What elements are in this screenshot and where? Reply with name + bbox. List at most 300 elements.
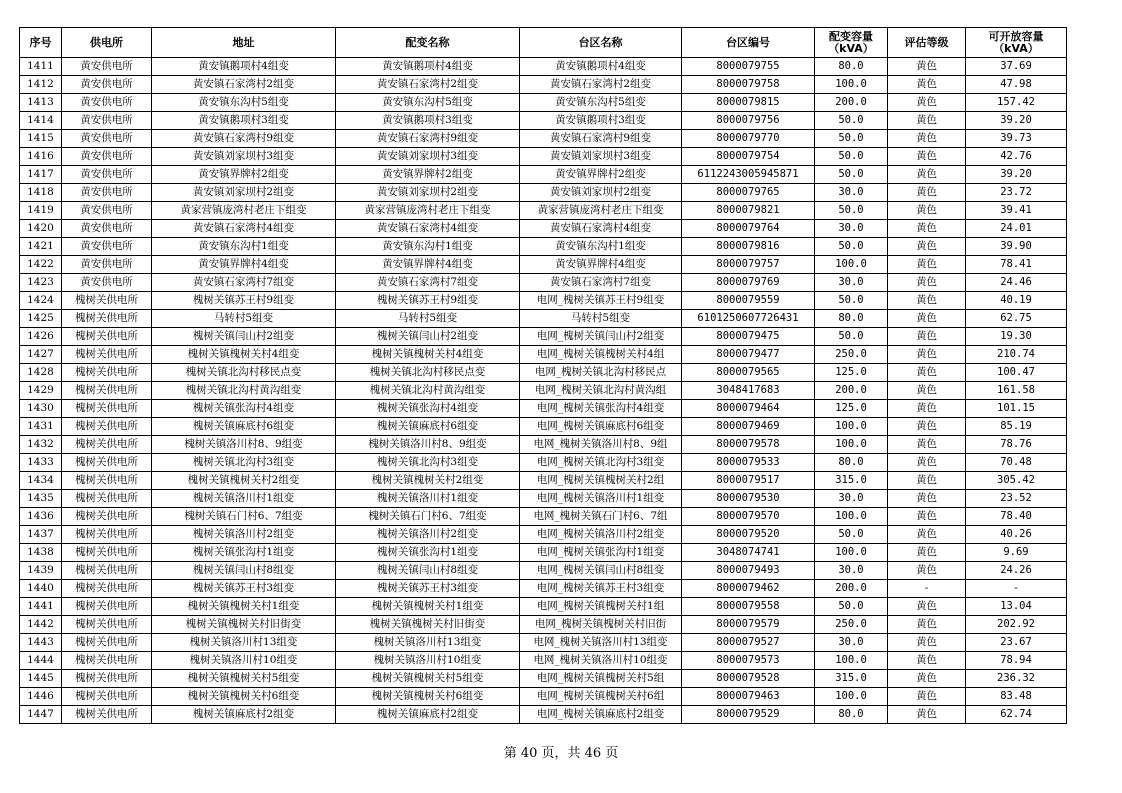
cell-open-capacity: 23.72 (966, 184, 1067, 202)
cell-area-name: 电网_槐树关镇槐树关村5组 (520, 670, 682, 688)
cell-area-code: 8000079770 (682, 130, 815, 148)
cell-area-code: 8000079758 (682, 76, 815, 94)
cell-rating: 黄色 (888, 58, 966, 76)
cell-index: 1418 (20, 184, 62, 202)
cell-area-name: 电网_槐树关镇麻底村2组变 (520, 706, 682, 724)
cell-station: 黄安供电所 (62, 256, 152, 274)
cell-area-name: 电网_槐树关镇槐树关村1组 (520, 598, 682, 616)
cell-capacity: 30.0 (815, 562, 888, 580)
cell-area-code: 8000079565 (682, 364, 815, 382)
cell-address: 槐树关镇苏王村9组变 (152, 292, 336, 310)
cell-rating: 黄色 (888, 94, 966, 112)
cell-index: 1444 (20, 652, 62, 670)
cell-rating: 黄色 (888, 634, 966, 652)
cell-address: 槐树关镇北沟村黄沟组变 (152, 382, 336, 400)
cell-open-capacity: 39.41 (966, 202, 1067, 220)
table-row (20, 706, 1067, 724)
cell-index: 1416 (20, 148, 62, 166)
cell-index: 1434 (20, 472, 62, 490)
cell-open-capacity: 62.75 (966, 310, 1067, 328)
cell-open-capacity: 210.74 (966, 346, 1067, 364)
cell-address: 槐树关镇石门村6、7组变 (152, 508, 336, 526)
cell-area-name: 电网_槐树关镇苏王村9组变 (520, 292, 682, 310)
table-row (20, 598, 1067, 616)
cell-station: 槐树关供电所 (62, 616, 152, 634)
cell-area-code: 8000079570 (682, 508, 815, 526)
cell-index: 1440 (20, 580, 62, 598)
cell-address: 黄安镇刘家坝村3组变 (152, 148, 336, 166)
cell-open-capacity: 101.15 (966, 400, 1067, 418)
cell-address: 槐树关镇麻底村2组变 (152, 706, 336, 724)
table-row (20, 472, 1067, 490)
table-row (20, 490, 1067, 508)
cell-station: 槐树关供电所 (62, 400, 152, 418)
table-row (20, 382, 1067, 400)
cell-area-name: 马转村5组变 (520, 310, 682, 328)
cell-index: 1429 (20, 382, 62, 400)
cell-transformer-name: 槐树关镇北沟村3组变 (336, 454, 520, 472)
cell-rating: 黄色 (888, 400, 966, 418)
table-row (20, 148, 1067, 166)
cell-station: 槐树关供电所 (62, 688, 152, 706)
cell-transformer-name: 槐树关镇闫山村2组变 (336, 328, 520, 346)
cell-rating: 黄色 (888, 292, 966, 310)
cell-station: 槐树关供电所 (62, 526, 152, 544)
cell-rating: 黄色 (888, 454, 966, 472)
cell-area-name: 电网_槐树关镇洛川村1组变 (520, 490, 682, 508)
cell-capacity: 100.0 (815, 418, 888, 436)
cell-capacity: 50.0 (815, 238, 888, 256)
cell-area-code: 8000079769 (682, 274, 815, 292)
cell-transformer-name: 槐树关镇槐树关村6组变 (336, 688, 520, 706)
cell-address: 黄安镇东沟村5组变 (152, 94, 336, 112)
cell-transformer-name: 黄安镇石家湾村2组变 (336, 76, 520, 94)
cell-address: 黄安镇界牌村2组变 (152, 166, 336, 184)
cell-address: 黄安镇鹅项村3组变 (152, 112, 336, 130)
cell-open-capacity: 305.42 (966, 472, 1067, 490)
cell-transformer-name: 槐树关镇闫山村8组变 (336, 562, 520, 580)
cell-area-code: 8000079579 (682, 616, 815, 634)
cell-transformer-name: 槐树关镇洛川村10组变 (336, 652, 520, 670)
table-row (20, 454, 1067, 472)
page-number: 第 40 页，共 46 页 (503, 746, 619, 761)
cell-area-code: 8000079756 (682, 112, 815, 130)
cell-capacity: 30.0 (815, 634, 888, 652)
cell-open-capacity: 40.19 (966, 292, 1067, 310)
cell-capacity: 50.0 (815, 526, 888, 544)
cell-transformer-name: 槐树关镇洛川村8、9组变 (336, 436, 520, 454)
cell-index: 1432 (20, 436, 62, 454)
cell-area-name: 电网_槐树关镇麻底村6组变 (520, 418, 682, 436)
cell-capacity: 30.0 (815, 490, 888, 508)
cell-area-name: 黄安镇石家湾村7组变 (520, 274, 682, 292)
cell-open-capacity: 40.26 (966, 526, 1067, 544)
cell-address: 槐树关镇洛川村13组变 (152, 634, 336, 652)
table-row (20, 220, 1067, 238)
cell-area-code: 8000079816 (682, 238, 815, 256)
table-row (20, 364, 1067, 382)
cell-transformer-name: 槐树关镇北沟村移民点变 (336, 364, 520, 382)
table-row (20, 508, 1067, 526)
cell-address: 槐树关镇洛川村10组变 (152, 652, 336, 670)
cell-area-name: 电网_槐树关镇北沟村黄沟组 (520, 382, 682, 400)
cell-transformer-name: 黄安镇石家湾村7组变 (336, 274, 520, 292)
cell-rating: 黄色 (888, 670, 966, 688)
cell-address: 槐树关镇槐树关村1组变 (152, 598, 336, 616)
cell-area-name: 黄安镇界牌村2组变 (520, 166, 682, 184)
cell-rating: 黄色 (888, 472, 966, 490)
cell-station: 槐树关供电所 (62, 580, 152, 598)
cell-index: 1442 (20, 616, 62, 634)
cell-area-code: 8000079464 (682, 400, 815, 418)
cell-open-capacity: 23.67 (966, 634, 1067, 652)
cell-open-capacity: 47.98 (966, 76, 1067, 94)
cell-address: 槐树关镇槐树关村5组变 (152, 670, 336, 688)
cell-index: 1437 (20, 526, 62, 544)
cell-area-name: 黄安镇刘家坝村3组变 (520, 148, 682, 166)
cell-address: 黄家营镇庞湾村老庄下组变 (152, 202, 336, 220)
table-row (20, 562, 1067, 580)
cell-transformer-name: 槐树关镇槐树关村4组变 (336, 346, 520, 364)
cell-rating: 黄色 (888, 112, 966, 130)
cell-capacity: 80.0 (815, 310, 888, 328)
cell-open-capacity: 13.04 (966, 598, 1067, 616)
cell-capacity: 250.0 (815, 616, 888, 634)
table-body (20, 58, 1067, 724)
cell-transformer-name: 槐树关镇苏王村3组变 (336, 580, 520, 598)
cell-capacity: 80.0 (815, 706, 888, 724)
cell-station: 槐树关供电所 (62, 364, 152, 382)
table-row (20, 346, 1067, 364)
cell-open-capacity: 37.69 (966, 58, 1067, 76)
cell-area-code: 8000079578 (682, 436, 815, 454)
cell-address: 槐树关镇闫山村2组变 (152, 328, 336, 346)
cell-area-name: 黄安镇石家湾村2组变 (520, 76, 682, 94)
header-area-code: 台区编号 (682, 28, 815, 58)
header-capacity: 配变容量 （kVA） (815, 28, 888, 58)
cell-address: 黄安镇东沟村1组变 (152, 238, 336, 256)
cell-index: 1415 (20, 130, 62, 148)
cell-rating: 黄色 (888, 490, 966, 508)
cell-address: 黄安镇石家湾村2组变 (152, 76, 336, 94)
cell-open-capacity: 24.26 (966, 562, 1067, 580)
cell-rating: 黄色 (888, 436, 966, 454)
cell-area-name: 黄安镇鹅项村4组变 (520, 58, 682, 76)
cell-capacity: 50.0 (815, 112, 888, 130)
table-row (20, 76, 1067, 94)
cell-capacity: 100.0 (815, 544, 888, 562)
cell-rating: 黄色 (888, 310, 966, 328)
cell-address: 槐树关镇洛川村2组变 (152, 526, 336, 544)
cell-rating: 黄色 (888, 508, 966, 526)
cell-index: 1438 (20, 544, 62, 562)
cell-address: 槐树关镇槐树关村旧街变 (152, 616, 336, 634)
header-area-name: 台区名称 (520, 28, 682, 58)
cell-area-name: 黄安镇刘家坝村2组变 (520, 184, 682, 202)
cell-station: 黄安供电所 (62, 238, 152, 256)
table-row (20, 670, 1067, 688)
cell-open-capacity: 23.52 (966, 490, 1067, 508)
cell-index: 1420 (20, 220, 62, 238)
table-row (20, 688, 1067, 706)
cell-index: 1433 (20, 454, 62, 472)
cell-address: 槐树关镇槐树关村4组变 (152, 346, 336, 364)
cell-address: 槐树关镇槐树关村2组变 (152, 472, 336, 490)
cell-index: 1446 (20, 688, 62, 706)
cell-capacity: 100.0 (815, 76, 888, 94)
cell-index: 1424 (20, 292, 62, 310)
cell-index: 1426 (20, 328, 62, 346)
cell-address: 黄安镇石家湾村7组变 (152, 274, 336, 292)
cell-open-capacity: 24.46 (966, 274, 1067, 292)
cell-open-capacity: 39.73 (966, 130, 1067, 148)
table-row (20, 274, 1067, 292)
cell-index: 1439 (20, 562, 62, 580)
cell-area-code: 8000079477 (682, 346, 815, 364)
cell-rating: 黄色 (888, 382, 966, 400)
cell-index: 1436 (20, 508, 62, 526)
cell-station: 黄安供电所 (62, 274, 152, 292)
cell-area-code: 8000079815 (682, 94, 815, 112)
cell-area-code: 8000079558 (682, 598, 815, 616)
cell-station: 槐树关供电所 (62, 562, 152, 580)
table-row (20, 418, 1067, 436)
cell-address: 槐树关镇张沟村4组变 (152, 400, 336, 418)
cell-area-name: 电网_槐树关镇北沟村移民点 (520, 364, 682, 382)
cell-capacity: 100.0 (815, 436, 888, 454)
cell-capacity: 50.0 (815, 328, 888, 346)
cell-station: 槐树关供电所 (62, 652, 152, 670)
cell-area-code: 8000079527 (682, 634, 815, 652)
cell-capacity: 125.0 (815, 400, 888, 418)
cell-area-code: 8000079757 (682, 256, 815, 274)
table-row (20, 580, 1067, 598)
cell-capacity: 200.0 (815, 94, 888, 112)
cell-index: 1427 (20, 346, 62, 364)
cell-rating: 黄色 (888, 130, 966, 148)
cell-capacity: 50.0 (815, 598, 888, 616)
cell-open-capacity: 85.19 (966, 418, 1067, 436)
cell-rating: 黄色 (888, 274, 966, 292)
cell-station: 黄安供电所 (62, 166, 152, 184)
cell-area-code: 8000079528 (682, 670, 815, 688)
cell-station: 槐树关供电所 (62, 472, 152, 490)
cell-station: 槐树关供电所 (62, 454, 152, 472)
cell-area-name: 电网_槐树关镇槐树关村旧街 (520, 616, 682, 634)
cell-station: 黄安供电所 (62, 58, 152, 76)
cell-address: 黄安镇刘家坝村2组变 (152, 184, 336, 202)
header-rating: 评估等级 (888, 28, 966, 58)
cell-capacity: 315.0 (815, 472, 888, 490)
table-row (20, 184, 1067, 202)
cell-open-capacity: 161.58 (966, 382, 1067, 400)
cell-area-code: 6112243005945871 (682, 166, 815, 184)
cell-open-capacity: 100.47 (966, 364, 1067, 382)
table-row (20, 58, 1067, 76)
cell-index: 1447 (20, 706, 62, 724)
cell-address: 黄安镇鹅项村4组变 (152, 58, 336, 76)
cell-area-name: 电网_槐树关镇张沟村1组变 (520, 544, 682, 562)
cell-index: 1441 (20, 598, 62, 616)
cell-transformer-name: 黄安镇石家湾村9组变 (336, 130, 520, 148)
cell-area-name: 黄安镇石家湾村9组变 (520, 130, 682, 148)
cell-rating: 黄色 (888, 544, 966, 562)
cell-rating: 黄色 (888, 220, 966, 238)
cell-index: 1445 (20, 670, 62, 688)
cell-rating: 黄色 (888, 346, 966, 364)
cell-open-capacity: 70.48 (966, 454, 1067, 472)
cell-address: 槐树关镇麻底村6组变 (152, 418, 336, 436)
cell-station: 槐树关供电所 (62, 292, 152, 310)
cell-transformer-name: 黄家营镇庞湾村老庄下组变 (336, 202, 520, 220)
cell-rating: 黄色 (888, 148, 966, 166)
cell-open-capacity: 202.92 (966, 616, 1067, 634)
cell-station: 黄安供电所 (62, 220, 152, 238)
cell-station: 槐树关供电所 (62, 508, 152, 526)
cell-station: 黄安供电所 (62, 130, 152, 148)
cell-open-capacity: 78.94 (966, 652, 1067, 670)
cell-transformer-name: 槐树关镇洛川村1组变 (336, 490, 520, 508)
cell-transformer-name: 黄安镇界牌村4组变 (336, 256, 520, 274)
cell-index: 1431 (20, 418, 62, 436)
cell-rating: 黄色 (888, 238, 966, 256)
table-row (20, 310, 1067, 328)
cell-area-name: 电网_槐树关镇洛川村13组变 (520, 634, 682, 652)
cell-station: 槐树关供电所 (62, 346, 152, 364)
cell-station: 槐树关供电所 (62, 706, 152, 724)
table-row (20, 94, 1067, 112)
capacity-table (19, 27, 1067, 724)
cell-transformer-name: 黄安镇刘家坝村2组变 (336, 184, 520, 202)
cell-capacity: 80.0 (815, 58, 888, 76)
cell-open-capacity: 39.20 (966, 112, 1067, 130)
cell-area-name: 电网_槐树关镇闫山村2组变 (520, 328, 682, 346)
cell-area-code: 8000079821 (682, 202, 815, 220)
cell-rating: 黄色 (888, 616, 966, 634)
cell-transformer-name: 槐树关镇槐树关村5组变 (336, 670, 520, 688)
cell-station: 槐树关供电所 (62, 310, 152, 328)
cell-rating: 黄色 (888, 688, 966, 706)
cell-rating: 黄色 (888, 598, 966, 616)
cell-capacity: 200.0 (815, 382, 888, 400)
cell-area-name: 电网_槐树关镇槐树关村6组 (520, 688, 682, 706)
cell-address: 槐树关镇张沟村1组变 (152, 544, 336, 562)
cell-address: 马转村5组变 (152, 310, 336, 328)
cell-transformer-name: 黄安镇鹅项村3组变 (336, 112, 520, 130)
cell-rating: 黄色 (888, 256, 966, 274)
cell-area-name: 电网_槐树关镇洛川村2组变 (520, 526, 682, 544)
cell-station: 槐树关供电所 (62, 418, 152, 436)
cell-capacity: 80.0 (815, 454, 888, 472)
cell-rating: 黄色 (888, 562, 966, 580)
cell-capacity: 250.0 (815, 346, 888, 364)
cell-area-code: 8000079765 (682, 184, 815, 202)
cell-area-code: 8000079755 (682, 58, 815, 76)
table-row (20, 436, 1067, 454)
cell-index: 1419 (20, 202, 62, 220)
cell-index: 1422 (20, 256, 62, 274)
cell-address: 黄安镇石家湾村4组变 (152, 220, 336, 238)
cell-open-capacity: 78.76 (966, 436, 1067, 454)
cell-area-code: 8000079475 (682, 328, 815, 346)
cell-address: 槐树关镇北沟村3组变 (152, 454, 336, 472)
cell-transformer-name: 槐树关镇洛川村13组变 (336, 634, 520, 652)
cell-station: 黄安供电所 (62, 184, 152, 202)
cell-area-code: 8000079764 (682, 220, 815, 238)
cell-area-code: 8000079573 (682, 652, 815, 670)
cell-address: 槐树关镇北沟村移民点变 (152, 364, 336, 382)
cell-area-name: 电网_槐树关镇张沟村4组变 (520, 400, 682, 418)
cell-station: 槐树关供电所 (62, 328, 152, 346)
cell-index: 1428 (20, 364, 62, 382)
cell-index: 1430 (20, 400, 62, 418)
table-row (20, 652, 1067, 670)
cell-transformer-name: 黄安镇界牌村2组变 (336, 166, 520, 184)
cell-open-capacity: - (966, 580, 1067, 598)
cell-index: 1423 (20, 274, 62, 292)
cell-area-code: 8000079754 (682, 148, 815, 166)
cell-capacity: 100.0 (815, 256, 888, 274)
cell-rating: 黄色 (888, 418, 966, 436)
cell-area-name: 电网_槐树关镇槐树关村4组 (520, 346, 682, 364)
cell-station: 槐树关供电所 (62, 544, 152, 562)
cell-station: 槐树关供电所 (62, 382, 152, 400)
cell-area-name: 电网_槐树关镇石门村6、7组 (520, 508, 682, 526)
cell-capacity: 30.0 (815, 274, 888, 292)
cell-area-name: 电网_槐树关镇洛川村10组变 (520, 652, 682, 670)
cell-capacity: 100.0 (815, 688, 888, 706)
cell-station: 槐树关供电所 (62, 670, 152, 688)
cell-open-capacity: 39.20 (966, 166, 1067, 184)
cell-transformer-name: 槐树关镇槐树关村2组变 (336, 472, 520, 490)
cell-area-name: 黄安镇界牌村4组变 (520, 256, 682, 274)
cell-transformer-name: 槐树关镇洛川村2组变 (336, 526, 520, 544)
cell-address: 槐树关镇洛川村1组变 (152, 490, 336, 508)
cell-area-code: 8000079493 (682, 562, 815, 580)
cell-index: 1411 (20, 58, 62, 76)
cell-address: 黄安镇界牌村4组变 (152, 256, 336, 274)
cell-area-code: 8000079517 (682, 472, 815, 490)
cell-index: 1443 (20, 634, 62, 652)
cell-area-code: 8000079469 (682, 418, 815, 436)
cell-station: 黄安供电所 (62, 76, 152, 94)
table-row (20, 544, 1067, 562)
cell-address: 槐树关镇洛川村8、9组变 (152, 436, 336, 454)
cell-open-capacity: 236.32 (966, 670, 1067, 688)
cell-area-code: 6101250607726431 (682, 310, 815, 328)
cell-open-capacity: 19.30 (966, 328, 1067, 346)
table-row (20, 400, 1067, 418)
cell-open-capacity: 62.74 (966, 706, 1067, 724)
cell-open-capacity: 39.90 (966, 238, 1067, 256)
cell-capacity: 50.0 (815, 292, 888, 310)
cell-area-name: 黄安镇鹅项村3组变 (520, 112, 682, 130)
cell-area-code: 8000079533 (682, 454, 815, 472)
header-index: 序号 (20, 28, 62, 58)
cell-rating: 黄色 (888, 328, 966, 346)
cell-rating: 黄色 (888, 706, 966, 724)
table-row (20, 256, 1067, 274)
cell-transformer-name: 黄安镇石家湾村4组变 (336, 220, 520, 238)
table-row (20, 130, 1067, 148)
cell-area-code: 3048417683 (682, 382, 815, 400)
cell-capacity: 30.0 (815, 220, 888, 238)
cell-open-capacity: 42.76 (966, 148, 1067, 166)
cell-rating: 黄色 (888, 364, 966, 382)
cell-area-code: 8000079530 (682, 490, 815, 508)
cell-capacity: 50.0 (815, 130, 888, 148)
cell-area-name: 电网_槐树关镇苏王村3组变 (520, 580, 682, 598)
